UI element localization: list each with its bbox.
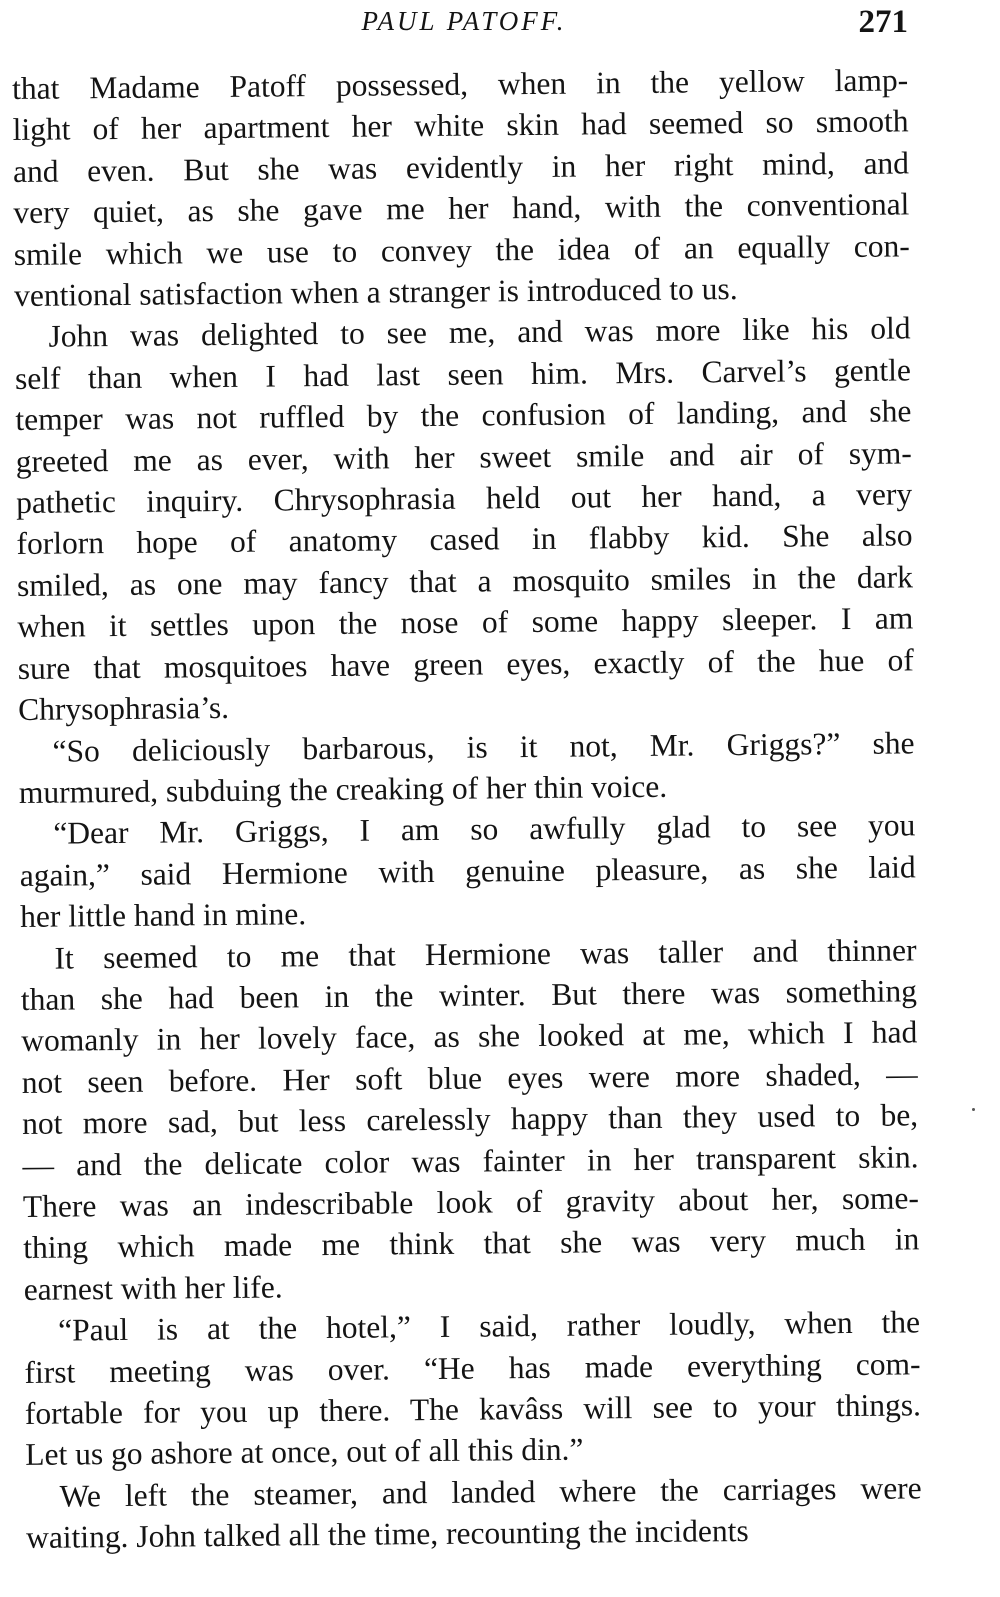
text-line: womanly in her lovely face, as she looked at me, which I had bbox=[21, 1014, 918, 1059]
text-line: Chrysophrasia’s. bbox=[17, 690, 230, 728]
text-line: John was delighted to see me, and was more like his old bbox=[48, 310, 911, 355]
paragraph bbox=[14, 308, 914, 731]
text-line: ventional satisfaction when a stranger is introduced to us. bbox=[14, 271, 738, 314]
body-text bbox=[12, 59, 922, 1558]
text-line: There was an indescribable look of gravity about her, some- bbox=[22, 1180, 920, 1224]
text-line: smiled, as one may fancy that a mosquito smiles in the dark bbox=[16, 559, 914, 603]
text-line: “So deliciously barbarous, is it not, Mr. Griggs?” she bbox=[52, 724, 915, 769]
text-line: “Dear Mr. Griggs, I am so awfully glad to see you bbox=[53, 807, 916, 851]
text-line: and even. But she was evidently in her right mind, and bbox=[12, 145, 910, 189]
running-title: PAUL PATOFF. bbox=[361, 6, 567, 36]
text-line: “Paul is at the hotel,” I said, rather loudly, when the bbox=[57, 1304, 921, 1348]
text-line: smile which we use to convey the idea of an equally con- bbox=[13, 228, 910, 272]
paragraph bbox=[19, 805, 916, 938]
text-line: pathetic inquiry. Chrysophrasia held out her hand, a very bbox=[16, 476, 913, 521]
text-line: waiting. John talked all the time, recounting the incidents bbox=[25, 1513, 749, 1556]
text-line: again,” said Hermione with genuine pleasure, as she laid bbox=[19, 849, 916, 893]
text-line: that Madame Patoff possessed, when in the yellow lamp- bbox=[12, 62, 909, 106]
text-line: fortable for you up there. The kavâss will see to your things. bbox=[24, 1387, 922, 1431]
text-line: thing which made me think that she was very much in bbox=[23, 1221, 920, 1266]
paragraph bbox=[12, 59, 910, 316]
text-line: self than when I had last seen him. Mrs. Carvel’s gentle bbox=[14, 352, 912, 396]
text-line: temper was not ruffled by the confusion of landing, and she bbox=[15, 393, 912, 438]
paragraph bbox=[20, 929, 920, 1310]
text-line: We left the steamer, and landed where the carriages were bbox=[59, 1470, 922, 1514]
paragraph bbox=[26, 1467, 923, 1558]
text-line: sure that mosquitoes have green eyes, exactly of the hue of bbox=[17, 642, 914, 686]
text-line: very quiet, as she gave me her hand, with the conventional bbox=[13, 186, 910, 231]
text-line: than she had been in the winter. But there was something bbox=[20, 973, 918, 1017]
text-line: earnest with her life. bbox=[23, 1269, 283, 1307]
text-line: light of her apartment her white skin had seemed so smooth bbox=[12, 103, 909, 148]
text-line: Let us go ashore at once, out of all this din.” bbox=[25, 1431, 584, 1473]
text-line: not seen before. Her soft blue eyes were more shaded, — bbox=[21, 1056, 918, 1100]
text-line: not more sad, but less carelessly happy than they used to be, bbox=[21, 1097, 919, 1142]
page-number: 271 bbox=[858, 4, 908, 40]
paragraph bbox=[18, 722, 915, 813]
text-line: first meeting was over. “He has made everything com- bbox=[24, 1345, 921, 1390]
stray-ink-dot bbox=[972, 1108, 975, 1111]
text-line: her little hand in mine. bbox=[19, 896, 307, 935]
text-line: It seemed to me that Hermione was taller and thinner bbox=[54, 931, 917, 976]
text-line: murmured, subduing the creaking of her thin voice. bbox=[18, 768, 668, 810]
running-head bbox=[20, 4, 908, 52]
text-line: — and the delicate color was fainter in her transparent skin. bbox=[22, 1138, 919, 1183]
text-line: when it settles upon the nose of some happy sleeper. I am bbox=[17, 600, 914, 645]
text-line: greeted me as ever, with her sweet smile and air of sym- bbox=[15, 435, 912, 479]
paragraph bbox=[24, 1302, 922, 1476]
text-line: forlorn hope of anatomy cased in flabby kid. She also bbox=[16, 517, 913, 562]
